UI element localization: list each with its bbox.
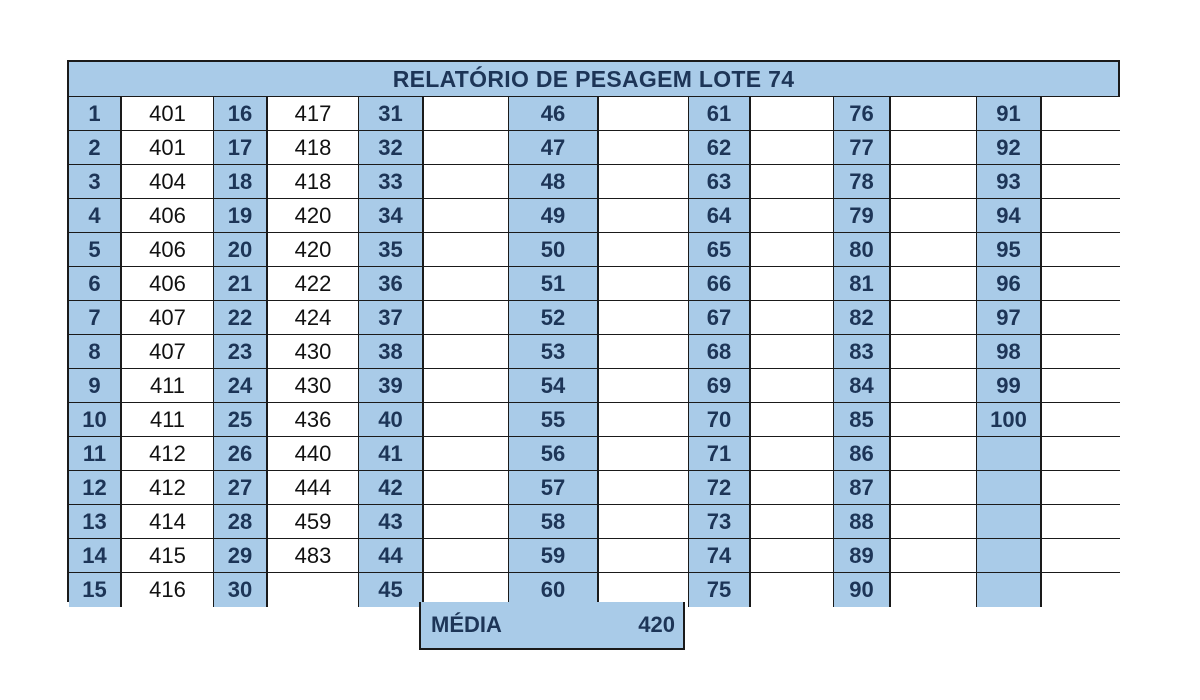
slot-weight-32 xyxy=(424,131,509,165)
slot-number-89: 89 xyxy=(834,539,891,573)
slot-weight-93 xyxy=(1042,165,1120,199)
slot-number-50: 50 xyxy=(509,233,599,267)
slot-number-42: 42 xyxy=(359,471,424,505)
slot-number-101 xyxy=(977,437,1042,471)
slot-weight-65 xyxy=(751,233,834,267)
slot-weight-85 xyxy=(891,403,977,437)
slot-weight-34 xyxy=(424,199,509,233)
slot-number-11: 11 xyxy=(69,437,122,471)
slot-weight-58 xyxy=(599,505,689,539)
slot-number-31: 31 xyxy=(359,97,424,131)
slot-number-5: 5 xyxy=(69,233,122,267)
slot-weight-23: 430 xyxy=(268,335,359,369)
slot-number-51: 51 xyxy=(509,267,599,301)
slot-weight-59 xyxy=(599,539,689,573)
slot-weight-39 xyxy=(424,369,509,403)
slot-number-6: 6 xyxy=(69,267,122,301)
slot-weight-47 xyxy=(599,131,689,165)
slot-number-58: 58 xyxy=(509,505,599,539)
slot-number-82: 82 xyxy=(834,301,891,335)
slot-number-65: 65 xyxy=(689,233,751,267)
slot-number-33: 33 xyxy=(359,165,424,199)
slot-weight-98 xyxy=(1042,335,1120,369)
slot-weight-70 xyxy=(751,403,834,437)
slot-number-73: 73 xyxy=(689,505,751,539)
slot-number-69: 69 xyxy=(689,369,751,403)
slot-number-86: 86 xyxy=(834,437,891,471)
slot-number-34: 34 xyxy=(359,199,424,233)
slot-weight-1: 401 xyxy=(122,97,214,131)
slot-weight-57 xyxy=(599,471,689,505)
slot-weight-6: 406 xyxy=(122,267,214,301)
slot-number-39: 39 xyxy=(359,369,424,403)
slot-weight-33 xyxy=(424,165,509,199)
slot-number-57: 57 xyxy=(509,471,599,505)
slot-weight-25: 436 xyxy=(268,403,359,437)
slot-weight-48 xyxy=(599,165,689,199)
slot-number-97: 97 xyxy=(977,301,1042,335)
slot-weight-69 xyxy=(751,369,834,403)
slot-weight-30 xyxy=(268,573,359,607)
slot-number-30: 30 xyxy=(214,573,268,607)
slot-number-38: 38 xyxy=(359,335,424,369)
slot-number-78: 78 xyxy=(834,165,891,199)
slot-number-32: 32 xyxy=(359,131,424,165)
slot-weight-50 xyxy=(599,233,689,267)
slot-weight-103 xyxy=(1042,505,1120,539)
slot-number-90: 90 xyxy=(834,573,891,607)
slot-weight-64 xyxy=(751,199,834,233)
slot-weight-7: 407 xyxy=(122,301,214,335)
slot-weight-19: 420 xyxy=(268,199,359,233)
slot-number-59: 59 xyxy=(509,539,599,573)
slot-weight-4: 406 xyxy=(122,199,214,233)
slot-number-74: 74 xyxy=(689,539,751,573)
slot-number-27: 27 xyxy=(214,471,268,505)
average-label: MÉDIA xyxy=(431,612,502,637)
slot-weight-53 xyxy=(599,335,689,369)
slot-number-20: 20 xyxy=(214,233,268,267)
slot-number-95: 95 xyxy=(977,233,1042,267)
slot-weight-95 xyxy=(1042,233,1120,267)
slot-weight-89 xyxy=(891,539,977,573)
slot-weight-12: 412 xyxy=(122,471,214,505)
slot-weight-94 xyxy=(1042,199,1120,233)
slot-weight-105 xyxy=(1042,573,1120,607)
slot-number-25: 25 xyxy=(214,403,268,437)
slot-weight-86 xyxy=(891,437,977,471)
slot-weight-15: 416 xyxy=(122,573,214,607)
slot-number-66: 66 xyxy=(689,267,751,301)
slot-weight-54 xyxy=(599,369,689,403)
slot-weight-73 xyxy=(751,505,834,539)
slot-weight-43 xyxy=(424,505,509,539)
slot-number-72: 72 xyxy=(689,471,751,505)
slot-weight-18: 418 xyxy=(268,165,359,199)
weighing-report-table xyxy=(67,60,1120,602)
average-box xyxy=(419,602,685,650)
slot-weight-79 xyxy=(891,199,977,233)
slot-number-44: 44 xyxy=(359,539,424,573)
slot-weight-28: 459 xyxy=(268,505,359,539)
slot-weight-52 xyxy=(599,301,689,335)
slot-number-53: 53 xyxy=(509,335,599,369)
slot-number-70: 70 xyxy=(689,403,751,437)
slot-weight-42 xyxy=(424,471,509,505)
slot-weight-9: 411 xyxy=(122,369,214,403)
slot-weight-21: 422 xyxy=(268,267,359,301)
slot-number-56: 56 xyxy=(509,437,599,471)
slot-number-7: 7 xyxy=(69,301,122,335)
slot-number-85: 85 xyxy=(834,403,891,437)
slot-number-102 xyxy=(977,471,1042,505)
slot-number-62: 62 xyxy=(689,131,751,165)
slot-weight-72 xyxy=(751,471,834,505)
slot-number-84: 84 xyxy=(834,369,891,403)
slot-number-92: 92 xyxy=(977,131,1042,165)
slot-weight-55 xyxy=(599,403,689,437)
slot-weight-87 xyxy=(891,471,977,505)
slot-weight-26: 440 xyxy=(268,437,359,471)
slot-weight-97 xyxy=(1042,301,1120,335)
report-title: RELATÓRIO DE PESAGEM LOTE 74 xyxy=(69,62,1118,97)
slot-weight-49 xyxy=(599,199,689,233)
slot-weight-20: 420 xyxy=(268,233,359,267)
slot-number-26: 26 xyxy=(214,437,268,471)
slot-number-10: 10 xyxy=(69,403,122,437)
slot-number-88: 88 xyxy=(834,505,891,539)
slot-number-103 xyxy=(977,505,1042,539)
slot-number-71: 71 xyxy=(689,437,751,471)
slot-number-23: 23 xyxy=(214,335,268,369)
slot-weight-76 xyxy=(891,97,977,131)
slot-number-83: 83 xyxy=(834,335,891,369)
slot-weight-31 xyxy=(424,97,509,131)
slot-number-100: 100 xyxy=(977,403,1042,437)
slot-number-52: 52 xyxy=(509,301,599,335)
slot-number-17: 17 xyxy=(214,131,268,165)
slot-weight-100 xyxy=(1042,403,1120,437)
slot-weight-83 xyxy=(891,335,977,369)
slot-number-98: 98 xyxy=(977,335,1042,369)
slot-number-93: 93 xyxy=(977,165,1042,199)
slot-weight-82 xyxy=(891,301,977,335)
slot-number-45: 45 xyxy=(359,573,424,607)
slot-number-37: 37 xyxy=(359,301,424,335)
weight-grid xyxy=(69,97,1118,600)
average-value: 420 xyxy=(638,612,675,637)
slot-weight-66 xyxy=(751,267,834,301)
slot-number-18: 18 xyxy=(214,165,268,199)
slot-number-80: 80 xyxy=(834,233,891,267)
slot-weight-2: 401 xyxy=(122,131,214,165)
slot-number-19: 19 xyxy=(214,199,268,233)
slot-weight-62 xyxy=(751,131,834,165)
slot-number-4: 4 xyxy=(69,199,122,233)
slot-number-14: 14 xyxy=(69,539,122,573)
slot-number-77: 77 xyxy=(834,131,891,165)
slot-number-13: 13 xyxy=(69,505,122,539)
slot-weight-88 xyxy=(891,505,977,539)
slot-number-63: 63 xyxy=(689,165,751,199)
slot-number-15: 15 xyxy=(69,573,122,607)
slot-weight-44 xyxy=(424,539,509,573)
slot-number-1: 1 xyxy=(69,97,122,131)
slot-weight-29: 483 xyxy=(268,539,359,573)
slot-weight-41 xyxy=(424,437,509,471)
slot-number-16: 16 xyxy=(214,97,268,131)
slot-number-36: 36 xyxy=(359,267,424,301)
slot-weight-71 xyxy=(751,437,834,471)
slot-weight-56 xyxy=(599,437,689,471)
slot-number-105 xyxy=(977,573,1042,607)
slot-weight-99 xyxy=(1042,369,1120,403)
slot-number-99: 99 xyxy=(977,369,1042,403)
slot-number-35: 35 xyxy=(359,233,424,267)
slot-weight-68 xyxy=(751,335,834,369)
slot-number-60: 60 xyxy=(509,573,599,607)
slot-number-75: 75 xyxy=(689,573,751,607)
slot-weight-75 xyxy=(751,573,834,607)
slot-weight-80 xyxy=(891,233,977,267)
slot-weight-13: 414 xyxy=(122,505,214,539)
slot-number-94: 94 xyxy=(977,199,1042,233)
slot-number-46: 46 xyxy=(509,97,599,131)
slot-number-96: 96 xyxy=(977,267,1042,301)
slot-weight-77 xyxy=(891,131,977,165)
slot-number-2: 2 xyxy=(69,131,122,165)
slot-number-48: 48 xyxy=(509,165,599,199)
slot-weight-16: 417 xyxy=(268,97,359,131)
slot-weight-24: 430 xyxy=(268,369,359,403)
slot-number-40: 40 xyxy=(359,403,424,437)
slot-number-24: 24 xyxy=(214,369,268,403)
slot-weight-104 xyxy=(1042,539,1120,573)
slot-weight-36 xyxy=(424,267,509,301)
slot-weight-101 xyxy=(1042,437,1120,471)
slot-number-49: 49 xyxy=(509,199,599,233)
slot-number-41: 41 xyxy=(359,437,424,471)
slot-number-81: 81 xyxy=(834,267,891,301)
slot-weight-90 xyxy=(891,573,977,607)
slot-weight-35 xyxy=(424,233,509,267)
slot-number-76: 76 xyxy=(834,97,891,131)
slot-weight-46 xyxy=(599,97,689,131)
slot-weight-22: 424 xyxy=(268,301,359,335)
slot-weight-81 xyxy=(891,267,977,301)
slot-weight-96 xyxy=(1042,267,1120,301)
slot-number-8: 8 xyxy=(69,335,122,369)
slot-number-3: 3 xyxy=(69,165,122,199)
slot-weight-8: 407 xyxy=(122,335,214,369)
slot-weight-63 xyxy=(751,165,834,199)
slot-weight-91 xyxy=(1042,97,1120,131)
slot-weight-74 xyxy=(751,539,834,573)
slot-weight-78 xyxy=(891,165,977,199)
slot-weight-14: 415 xyxy=(122,539,214,573)
slot-number-61: 61 xyxy=(689,97,751,131)
slot-weight-92 xyxy=(1042,131,1120,165)
slot-number-47: 47 xyxy=(509,131,599,165)
slot-weight-17: 418 xyxy=(268,131,359,165)
slot-number-104 xyxy=(977,539,1042,573)
slot-weight-67 xyxy=(751,301,834,335)
slot-weight-11: 412 xyxy=(122,437,214,471)
slot-number-21: 21 xyxy=(214,267,268,301)
slot-number-54: 54 xyxy=(509,369,599,403)
slot-number-29: 29 xyxy=(214,539,268,573)
slot-weight-5: 406 xyxy=(122,233,214,267)
slot-weight-102 xyxy=(1042,471,1120,505)
slot-number-28: 28 xyxy=(214,505,268,539)
slot-number-64: 64 xyxy=(689,199,751,233)
slot-number-22: 22 xyxy=(214,301,268,335)
slot-number-79: 79 xyxy=(834,199,891,233)
slot-weight-61 xyxy=(751,97,834,131)
slot-weight-84 xyxy=(891,369,977,403)
slot-weight-40 xyxy=(424,403,509,437)
slot-weight-3: 404 xyxy=(122,165,214,199)
slot-number-55: 55 xyxy=(509,403,599,437)
slot-number-12: 12 xyxy=(69,471,122,505)
slot-number-9: 9 xyxy=(69,369,122,403)
slot-weight-51 xyxy=(599,267,689,301)
slot-weight-38 xyxy=(424,335,509,369)
slot-number-67: 67 xyxy=(689,301,751,335)
slot-number-91: 91 xyxy=(977,97,1042,131)
slot-weight-27: 444 xyxy=(268,471,359,505)
slot-number-68: 68 xyxy=(689,335,751,369)
slot-number-43: 43 xyxy=(359,505,424,539)
slot-weight-37 xyxy=(424,301,509,335)
slot-number-87: 87 xyxy=(834,471,891,505)
slot-weight-10: 411 xyxy=(122,403,214,437)
